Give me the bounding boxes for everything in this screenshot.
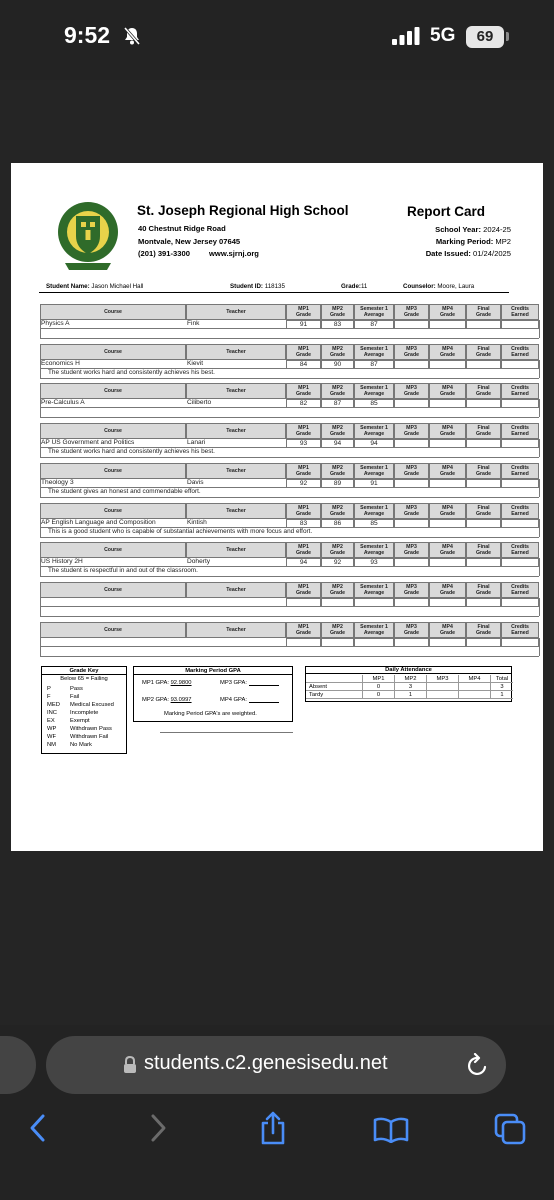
course-row [40,542,529,580]
cell-final [466,558,501,567]
cell-final [466,519,501,528]
cell-mp2: 86 [321,519,354,528]
school-phone: (201) 391-3300 [138,249,190,258]
course-row [40,304,529,342]
column-header-teacher: Teacher [186,423,286,439]
cell-mp4 [429,519,466,528]
row-right-border [539,320,540,338]
cell-credits [501,320,539,329]
row-right-border [539,439,540,457]
column-header-mp2: MP2 Grade [321,423,354,439]
column-header-credits: Credits Earned [501,304,539,320]
column-header-mp1: MP1 Grade [286,463,321,479]
cell-course: AP US Government and Politics [40,439,186,448]
attendance-title: Daily Attendance [306,667,511,674]
forward-icon[interactable] [148,1113,168,1143]
cell-mp1 [286,638,321,647]
cell-course: Theology 3 [40,479,186,488]
row-left-border [40,479,41,497]
grade-key-item: F Fail [47,694,80,700]
attendance-row: Tardy 0 1 1 [306,691,513,699]
gpa-title: Marking Period GPA [134,667,292,675]
column-header-mp1: MP1 Grade [286,304,321,320]
row-bottom-border [40,378,539,379]
cell-credits [501,439,539,448]
column-header-mp4: MP4 Grade [429,622,466,638]
student-id: Student ID: 118135 [230,283,285,290]
column-header-mp2: MP2 Grade [321,503,354,519]
column-header-mp1: MP1 Grade [286,582,321,598]
column-header-final: Final Grade [466,304,501,320]
row-left-border [40,320,41,338]
cell-course: Pre-Calculus A [40,399,186,408]
cell-teacher: Kintish [186,519,286,528]
cell-mp2: 83 [321,320,354,329]
course-row [40,463,529,501]
cell-mp2: 87 [321,399,354,408]
row-right-border [539,479,540,497]
student-name: Student Name: Jason Michael Hall [46,283,144,290]
bell-off-icon [122,26,142,46]
status-bar [0,0,554,80]
school-crest-icon [57,196,119,276]
cell-mp4 [429,479,466,488]
row-right-border [539,360,540,378]
cell-teacher: Doherty [186,558,286,567]
column-header-credits: Credits Earned [501,463,539,479]
cell-course: AP English Language and Composition [40,519,186,528]
student-grade: Grade:11 [341,283,368,290]
cell-mp2: 90 [321,360,354,369]
column-header-course: Course [40,622,186,638]
column-header-teacher: Teacher [186,304,286,320]
teacher-comment: The student works hard and consistently achieves his best. [48,368,215,376]
lock-icon [123,1056,137,1074]
cell-mp3 [394,638,429,647]
column-header-teacher: Teacher [186,622,286,638]
column-header-mp2: MP2 Grade [321,542,354,558]
grade-key-item: WP Withdrawn Pass [47,726,112,732]
column-header-mp3: MP3 Grade [394,542,429,558]
grade-key [41,666,127,754]
cell-final [466,360,501,369]
row-bottom-border [40,616,539,617]
column-header-credits: Credits Earned [501,503,539,519]
cell-teacher [186,598,286,607]
marking-period: Marking Period: MP2 [435,237,511,246]
cell-final [466,399,501,408]
teacher-comment: The student gives an honest and commendable effort. [48,487,201,495]
column-header-mp2: MP2 Grade [321,622,354,638]
column-header-mp4: MP4 Grade [429,383,466,399]
cell-mp1: 92 [286,479,321,488]
cell-course: Physics A [40,320,186,329]
mp1-gpa: MP1 GPA: 92.9800 [142,680,192,686]
cell-mp3 [394,479,429,488]
browser-toolbar [0,1025,554,1200]
column-header-mp2: MP2 Grade [321,463,354,479]
column-header-mp1: MP1 Grade [286,383,321,399]
cell-course: Economics H [40,360,186,369]
column-header-credits: Credits Earned [501,344,539,360]
row-left-border [40,399,41,417]
grade-key-subtitle: Below 65 = Failing [60,676,108,682]
row-left-border [40,598,41,616]
mp2-gpa: MP2 GPA: 93.0997 [142,697,192,703]
row-left-border [40,439,41,457]
column-header-teacher: Teacher [186,383,286,399]
row-left-border [40,519,41,537]
cell-teacher: Ciliberto [186,399,286,408]
column-header-mp3: MP3 Grade [394,423,429,439]
column-header-mp3: MP3 Grade [394,622,429,638]
row-right-border [539,399,540,417]
column-header-mp4: MP4 Grade [429,503,466,519]
cell-mp4 [429,598,466,607]
cell-final [466,638,501,647]
cell-final [466,598,501,607]
cell-credits [501,519,539,528]
report-card-title: Report Card [407,204,486,219]
row-bottom-border [40,656,539,657]
cell-sem1: 87 [354,320,394,329]
column-header-sem1: Semester 1 Average [354,542,394,558]
column-header-mp3: MP3 Grade [394,304,429,320]
course-row [40,622,529,660]
reload-icon[interactable] [467,1053,489,1077]
battery-icon: 69 [466,26,504,48]
row-left-border [40,638,41,656]
cell-mp4 [429,638,466,647]
cell-mp2 [321,638,354,647]
row-bottom-border [40,537,539,538]
cell-mp2: 94 [321,439,354,448]
column-header-final: Final Grade [466,423,501,439]
column-header-course: Course [40,503,186,519]
column-header-teacher: Teacher [186,542,286,558]
column-header-mp3: MP3 Grade [394,463,429,479]
school-address-line-2: Montvale, New Jersey 07645 [138,237,241,246]
column-header-mp1: MP1 Grade [286,542,321,558]
column-header-credits: Credits Earned [501,622,539,638]
cell-mp3 [394,598,429,607]
cell-final [466,439,501,448]
row-right-border [539,558,540,576]
column-header-teacher: Teacher [186,344,286,360]
cell-final [466,479,501,488]
column-header-mp1: MP1 Grade [286,423,321,439]
cell-mp4 [429,320,466,329]
teacher-comment: The student works hard and consistently achieves his best. [48,448,215,456]
cell-mp1 [286,598,321,607]
column-header-credits: Credits Earned [501,582,539,598]
column-header-course: Course [40,423,186,439]
cell-signal-icon [392,27,422,45]
grade-key-item: INC Incomplete [47,710,99,716]
cell-teacher: Davis [186,479,286,488]
column-header-final: Final Grade [466,622,501,638]
cell-mp1: 91 [286,320,321,329]
cell-mp2 [321,598,354,607]
column-header-teacher: Teacher [186,503,286,519]
column-header-mp3: MP3 Grade [394,383,429,399]
cell-credits [501,598,539,607]
cell-teacher: Kievit [186,360,286,369]
grade-key-item: WF Withdrawn Fail [47,734,109,740]
mp4-gpa: MP4 GPA: [220,697,279,703]
row-bottom-border [40,338,539,339]
column-header-mp3: MP3 Grade [394,344,429,360]
cell-sem1 [354,638,394,647]
cell-sem1: 94 [354,439,394,448]
column-header-credits: Credits Earned [501,542,539,558]
back-icon[interactable] [28,1113,48,1143]
cell-credits [501,638,539,647]
column-header-sem1: Semester 1 Average [354,582,394,598]
cell-mp4 [429,558,466,567]
cell-mp1: 94 [286,558,321,567]
cell-mp1: 83 [286,519,321,528]
column-header-credits: Credits Earned [501,383,539,399]
row-right-border [539,598,540,616]
date-issued: Date Issued: 01/24/2025 [425,249,511,258]
cell-mp3 [394,360,429,369]
column-header-mp4: MP4 Grade [429,423,466,439]
course-row [40,423,529,461]
column-header-mp2: MP2 Grade [321,304,354,320]
column-header-sem1: Semester 1 Average [354,423,394,439]
grade-key-title: Grade Key [42,667,126,675]
column-header-course: Course [40,383,186,399]
cell-mp1: 82 [286,399,321,408]
cell-mp4 [429,399,466,408]
column-header-mp4: MP4 Grade [429,582,466,598]
column-header-credits: Credits Earned [501,423,539,439]
column-header-final: Final Grade [466,463,501,479]
cell-credits [501,558,539,567]
course-row [40,344,529,382]
cell-sem1: 93 [354,558,394,567]
previous-tab-preview[interactable] [0,1036,36,1094]
divider [160,732,293,733]
gpa-note: Marking Period GPA's are weighted. [164,711,257,717]
column-header-sem1: Semester 1 Average [354,463,394,479]
column-header-sem1: Semester 1 Average [354,622,394,638]
grade-key-item: NM No Mark [47,742,92,748]
column-header-sem1: Semester 1 Average [354,383,394,399]
column-header-course: Course [40,463,186,479]
column-header-final: Final Grade [466,383,501,399]
row-left-border [40,558,41,576]
column-header-mp3: MP3 Grade [394,582,429,598]
marking-period-gpa [133,666,293,722]
row-right-border [539,519,540,537]
report-card-page [11,163,543,851]
student-counselor: Counselor: Moore, Laura [403,283,475,290]
cell-mp4 [429,439,466,448]
column-header-mp1: MP1 Grade [286,622,321,638]
teacher-comment: This is a good student who is capable of substantial achievements with more focus and effort. [48,527,313,535]
cell-sem1: 85 [354,519,394,528]
network-type: 5G [430,25,456,46]
cell-sem1 [354,598,394,607]
battery-tip [506,32,509,41]
cell-teacher: Fink [186,320,286,329]
cell-mp2: 89 [321,479,354,488]
course-row [40,582,529,620]
bookmarks-icon[interactable] [373,1117,409,1143]
column-header-mp2: MP2 Grade [321,344,354,360]
column-header-mp1: MP1 Grade [286,344,321,360]
url-text: students.c2.genesisedu.net [144,1052,388,1074]
course-row [40,383,529,421]
column-header-course: Course [40,542,186,558]
column-header-mp3: MP3 Grade [394,503,429,519]
column-header-sem1: Semester 1 Average [354,304,394,320]
row-bottom-border [40,497,539,498]
cell-mp3 [394,439,429,448]
share-icon[interactable] [259,1111,287,1145]
column-header-course: Course [40,582,186,598]
cell-credits [501,399,539,408]
row-bottom-border [40,457,539,458]
column-header-course: Course [40,304,186,320]
cell-mp3 [394,519,429,528]
cell-mp3 [394,320,429,329]
school-website: www.sjrnj.org [209,249,259,258]
column-header-sem1: Semester 1 Average [354,503,394,519]
column-header-mp2: MP2 Grade [321,383,354,399]
cell-mp2: 92 [321,558,354,567]
grade-key-item: MED Medical Excused [47,702,114,708]
cell-mp1: 93 [286,439,321,448]
column-header-mp4: MP4 Grade [429,463,466,479]
column-header-sem1: Semester 1 Average [354,344,394,360]
cell-course: US History 2H [40,558,186,567]
school-address-line-1: 40 Chestnut Ridge Road [138,224,226,233]
column-header-course: Course [40,344,186,360]
column-header-mp1: MP1 Grade [286,503,321,519]
cell-sem1: 85 [354,399,394,408]
attendance-row: Absent 0 3 3 [306,683,513,691]
school-name: St. Joseph Regional High School [137,203,349,218]
cell-mp3 [394,399,429,408]
daily-attendance [305,666,512,702]
address-bar[interactable] [46,1036,506,1094]
row-right-border [539,638,540,656]
cell-final [466,320,501,329]
grade-key-item: P Pass [47,686,83,692]
column-header-final: Final Grade [466,542,501,558]
column-header-final: Final Grade [466,582,501,598]
teacher-comment: The student is respectful in and out of the classroom. [48,567,198,575]
cell-course [40,638,186,647]
student-info-bar [39,281,509,293]
column-header-mp4: MP4 Grade [429,542,466,558]
column-header-final: Final Grade [466,503,501,519]
tabs-icon[interactable] [494,1113,526,1145]
mp3-gpa: MP3 GPA: [220,680,279,686]
cell-mp3 [394,558,429,567]
cell-credits [501,360,539,369]
cell-teacher: Lanari [186,439,286,448]
cell-teacher [186,638,286,647]
status-time: 9:52 [64,22,111,48]
row-left-border [40,360,41,378]
cell-credits [501,479,539,488]
column-header-teacher: Teacher [186,463,286,479]
column-header-final: Final Grade [466,344,501,360]
column-header-mp4: MP4 Grade [429,304,466,320]
cell-course [40,598,186,607]
school-year: School Year: 2024-25 [435,225,511,234]
course-row [40,503,529,541]
cell-sem1: 87 [354,360,394,369]
cell-mp4 [429,360,466,369]
row-bottom-border [40,417,539,418]
column-header-mp2: MP2 Grade [321,582,354,598]
cell-mp1: 84 [286,360,321,369]
row-bottom-border [40,576,539,577]
cell-sem1: 91 [354,479,394,488]
column-header-mp4: MP4 Grade [429,344,466,360]
grade-key-item: EX Exempt [47,718,90,724]
attendance-header-row: MP1 MP2 MP3 MP4 Total [306,675,513,683]
column-header-teacher: Teacher [186,582,286,598]
